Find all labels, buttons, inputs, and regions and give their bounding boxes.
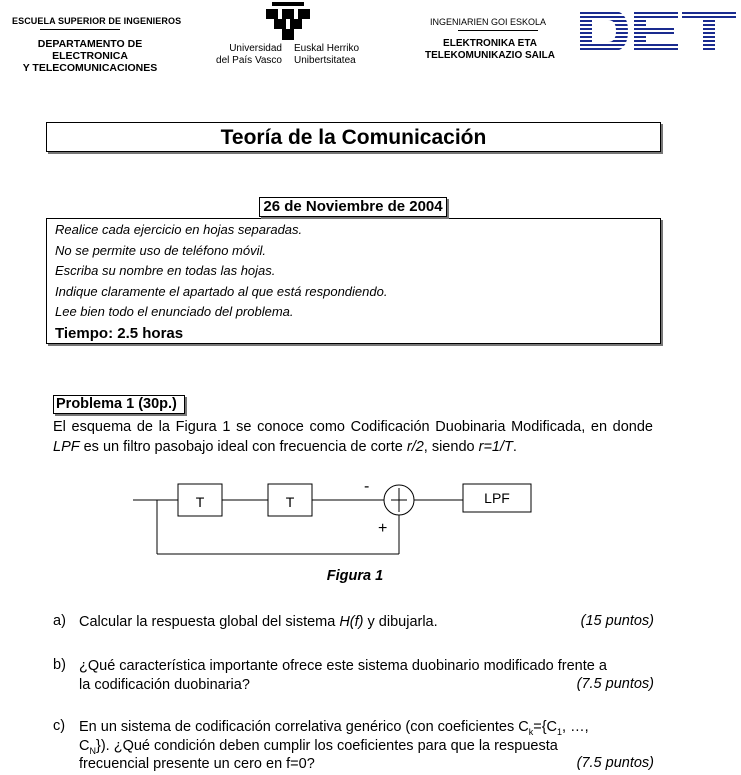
instruction-line: No se permite uso de teléfono móvil.: [55, 243, 266, 258]
uni-es-line1: Universidad: [229, 43, 282, 54]
det-logo: [578, 8, 738, 59]
question-c-sub: k: [528, 726, 534, 737]
question-a-label: a): [53, 613, 66, 629]
question-a-hf: H(f): [339, 614, 364, 630]
dept-name-es: [0, 38, 180, 74]
instruction-line: Lee bien todo el enunciado del problema.: [55, 304, 294, 319]
question-c-label: c): [53, 718, 66, 734]
school-name-eu: INGENIARIEN GOI ESKOLA: [430, 17, 547, 27]
figure-caption: Figura 1: [326, 568, 384, 584]
exam-date: 26 de Noviembre de 2004: [263, 198, 443, 215]
intro-text: El esquema de la Figura 1 se conoce como Codificación Duobinaria Modificada, en donde: [53, 419, 653, 435]
delay-block-2-label: T: [285, 494, 295, 510]
university-logo: [262, 2, 314, 47]
question-c-part: C: [79, 738, 90, 754]
intro-cutoff: r/2: [406, 438, 424, 455]
question-a-part: y dibujarla.: [363, 614, 438, 630]
title-box: [46, 122, 661, 152]
intro-text: , siendo: [423, 438, 479, 455]
dept-eu-line1: ELEKTRONIKA ETA: [443, 38, 537, 49]
university-name-es: [214, 43, 282, 67]
question-c-line3: frecuencial presente un cero en f=0?: [79, 756, 315, 772]
question-c-sub: N: [89, 745, 96, 756]
instructions-box: [46, 218, 661, 344]
dept-name-eu: [415, 38, 565, 62]
instruction-line: Escriba su nombre en todas las hojas.: [55, 263, 276, 278]
header-rule-left: [40, 29, 120, 30]
question-a-points: (15 puntos): [580, 613, 654, 629]
instruction-line: Realice cada ejercicio en hojas separadas.: [55, 222, 303, 237]
problem-intro: [53, 418, 653, 457]
question-c-part: ={C: [533, 719, 558, 735]
school-name-es: ESCUELA SUPERIOR DE INGENIEROS: [12, 16, 182, 26]
question-c-part: }). ¿Qué condición deben cumplir los coeficientes para que la respuesta: [95, 738, 558, 754]
dept-eu-line2: TELEKOMUNIKAZIO SAILA: [425, 50, 555, 61]
problem-heading-box: [53, 395, 185, 414]
question-b-line2: la codificación duobinaria?: [79, 677, 250, 693]
question-a-part: Calcular la respuesta global del sistema: [79, 614, 340, 630]
lpf-block-label: LPF: [484, 490, 510, 506]
university-name-eu: [294, 43, 359, 67]
uni-eu-line1: Euskal Herriko: [294, 43, 360, 54]
question-b-points: (7.5 puntos): [576, 676, 654, 692]
uni-eu-line2: Unibertsitatea: [294, 55, 356, 66]
question-b-line1: ¿Qué característica importante ofrece este sistema duobinario modificado frente a: [79, 658, 607, 674]
dept-es-line1: DEPARTAMENTO DE ELECTRONICA: [37, 38, 143, 62]
det-logo-icon: [578, 8, 738, 54]
question-a-text: [79, 613, 438, 633]
header-rule-right: [458, 30, 538, 31]
page-title: Teoría de la Comunicación: [220, 126, 487, 149]
plus-sign: +: [378, 520, 388, 537]
dept-es-line2: Y TELECOMUNICACIONES: [22, 62, 158, 74]
question-b-label: b): [53, 657, 66, 673]
intro-lpf: LPF: [53, 438, 80, 455]
uni-es-line2: del País Vasco: [216, 55, 282, 66]
date-box: [259, 197, 447, 217]
question-c-sub: 1: [557, 726, 563, 737]
instruction-line: Indique claramente el apartado al que está respondiendo.: [55, 284, 388, 299]
question-c-points: (7.5 puntos): [576, 755, 654, 771]
question-c-part: En un sistema de codificación correlativa genérico (con coeficientes C: [79, 719, 529, 735]
university-shield-icon: [262, 2, 314, 42]
intro-text: es un filtro pasobajo ideal con frecuencia de corte: [79, 438, 407, 455]
minus-sign: -: [364, 478, 370, 495]
delay-block-1-label: T: [195, 494, 205, 510]
intro-text: .: [512, 438, 517, 455]
question-c-part: , …,: [562, 719, 589, 735]
time-limit: Tiempo: 2.5 horas: [55, 325, 184, 342]
intro-rate: r=1/T: [478, 438, 513, 455]
block-diagram: [0, 470, 741, 570]
problem-heading: Problema 1 (30p.): [56, 396, 177, 412]
